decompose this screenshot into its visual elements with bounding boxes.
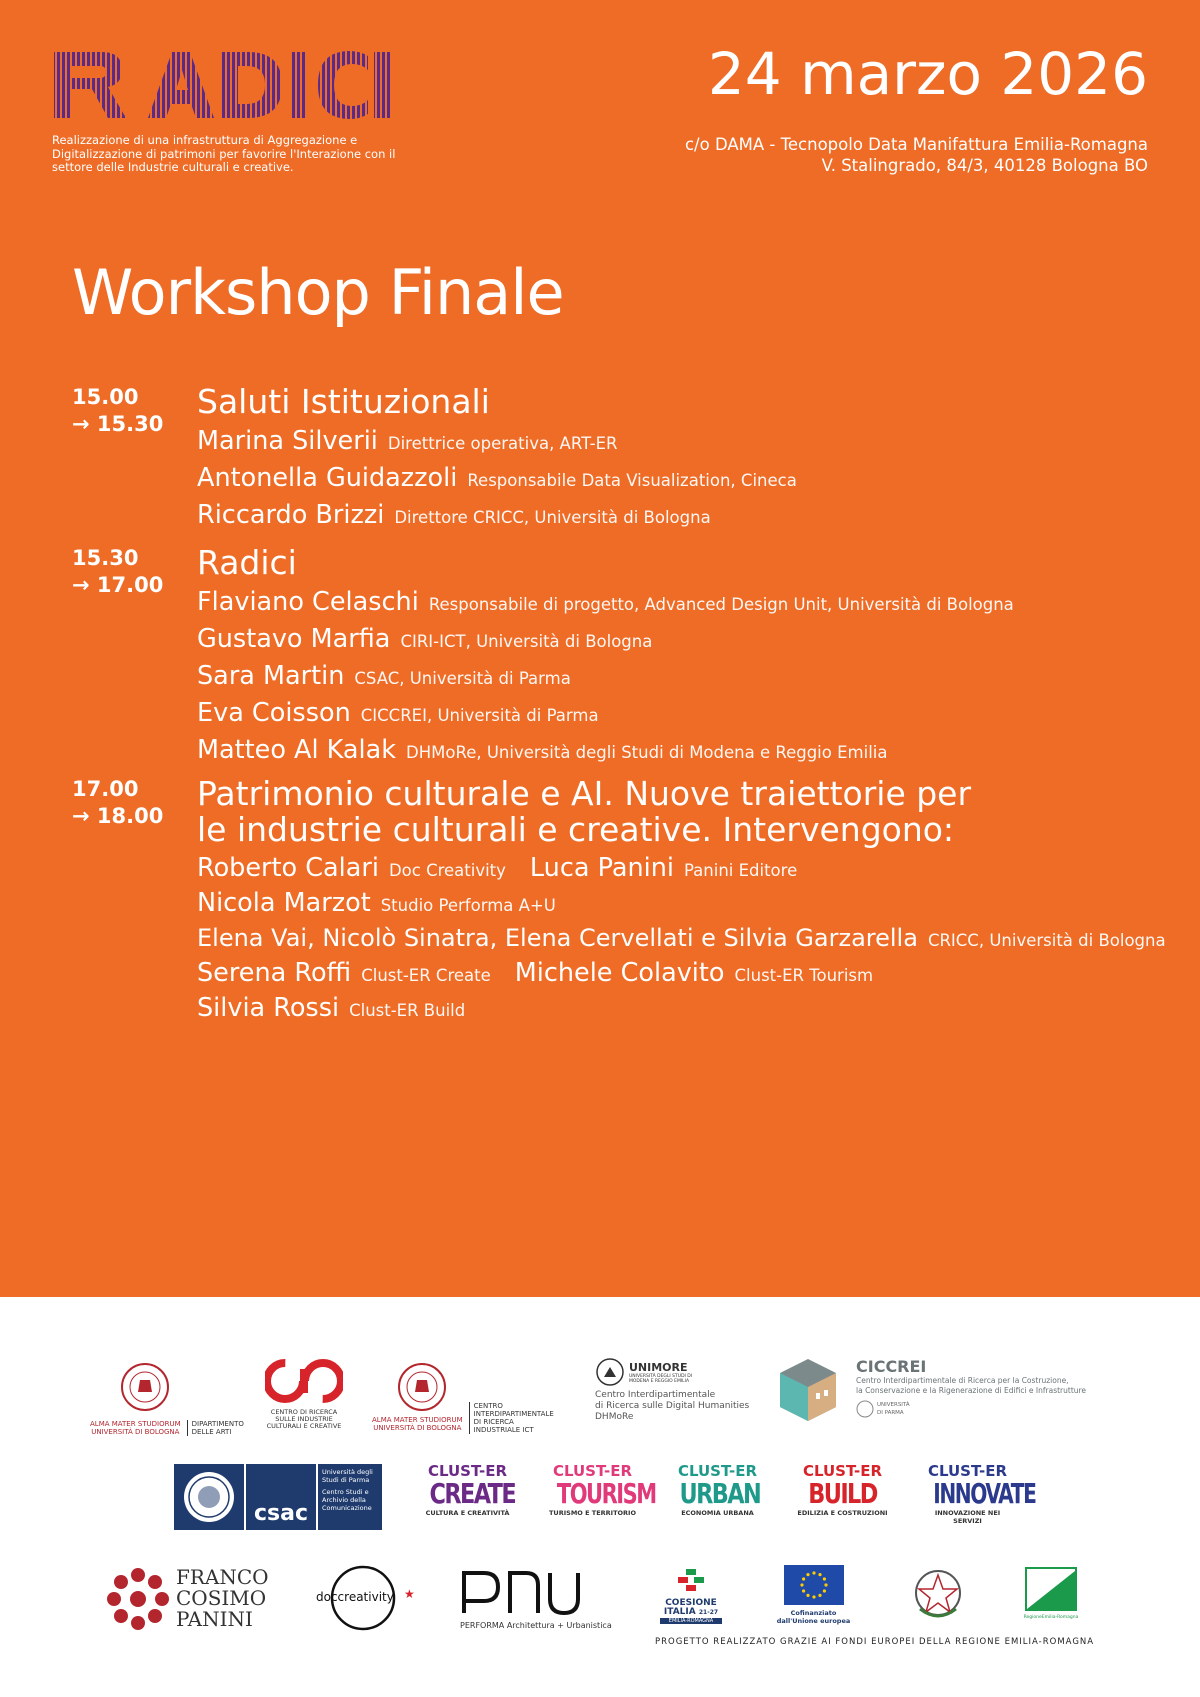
unibo-seal-icon [120,1362,170,1412]
speaker-role: Direttore CRICC, Università di Bologna [394,508,711,527]
cluster-top: CLUST-ER [802,1462,883,1480]
page-title: Workshop Finale [72,256,564,329]
unibo-name-2: UNIVERSITÀ DI BOLOGNA [373,1424,462,1432]
coesione-line-3: 21-27 [698,1609,719,1616]
logo-csac [174,1464,384,1530]
eu-line-2: dall'Unione europea [776,1617,851,1625]
speaker-name: Nicola Marzot [197,888,371,918]
speaker-name: Michele Colavito [514,958,725,988]
speaker-role: Responsabile Data Visualization, Cineca [467,471,797,490]
cluster-top: CLUST-ER [427,1462,508,1480]
cluster-top: CLUST-ER [927,1462,1008,1480]
cluster-sub: TURISMO E TERRITORIO [549,1509,636,1517]
speaker-name: Riccardo Brizzi [197,500,385,530]
speaker-row [197,887,1157,922]
italian-emblem-icon [910,1565,966,1627]
speaker-row [197,498,1157,535]
venue-line-1: c/o DAMA - Tecnopolo Data Manifattura Emilia-Romagna [684,135,1148,154]
speaker-name: Gustavo Marfia [197,624,391,654]
logo-cricc [262,1359,346,1430]
session-title: Radici [197,543,297,582]
time-end: → 17.00 [72,573,164,597]
coesione-line-4: EMILIA-ROMAGNA [660,1618,722,1624]
session-title-line-2: le industrie culturali e creative. Intervengono: [197,810,955,849]
eu-line-1: Cofinanziato [790,1609,837,1617]
fcp-rosette-icon [104,1565,172,1633]
logo-doc-creativity [316,1565,416,1631]
session-time [72,384,182,438]
speaker-role: Clust-ER Build [349,1001,466,1020]
dhmore-line-2: di Ricerca sulle Digital Humanities [595,1401,750,1411]
eu-flag-icon [784,1565,844,1605]
time-end: → 15.30 [72,412,164,436]
regione-label: RegioneEmilia-Romagna [1023,1615,1079,1620]
speaker-name: Sara Martin [197,661,345,691]
logo-clust-er-create [420,1463,515,1517]
speaker-name: Antonella Guidazzoli [197,463,458,493]
cluster-sub: ECONOMIA URBANA [681,1509,754,1517]
cricc-icon [265,1359,343,1403]
csac-label: csac [246,1464,316,1530]
dhmore-line-1: Centro Interdipartimentale [595,1390,716,1400]
logo-repubblica-italiana [910,1565,966,1631]
speaker-role: DHMoRe, Università degli Studi di Modena e Reggio Emilia [406,743,888,762]
unimore-name: UNIMORE [629,1360,688,1374]
speaker-role: CRICC, Università di Bologna [927,931,1166,950]
fcp-line-2: COSIMO [176,1586,267,1610]
ciccrei-desc-2: la Conservazione e la Rigenerazione di Edifici e Infrastrutture [856,1386,1087,1395]
speaker-name: Flaviano Celaschi [197,587,419,617]
cluster-sub: EDILIZIA E COSTRUZIONI [797,1509,888,1517]
speaker-row [197,585,1157,622]
speaker-role: CICCREI, Università di Parma [360,706,599,725]
logo-coesione-italia [660,1565,722,1624]
session-time [72,776,182,830]
speaker-role: Direttrice operativa, ART-ER [387,434,618,453]
funding-caption: PROGETTO REALIZZATO GRAZIE AI FONDI EUROPEI DELLA REGIONE EMILIA-ROMAGNA [655,1637,1095,1647]
unipr-seal-icon [856,1400,874,1418]
speaker-row [197,922,1166,957]
time-start: 15.00 [72,385,139,409]
speaker-role: Responsabile di progetto, Advanced Design Unit, Università di Bologna [428,595,1014,614]
performa-mark-icon [460,1567,600,1617]
coesione-line-2: ITALIA [663,1607,696,1617]
speaker-row [197,992,1157,1027]
speaker-name: Luca Panini [529,853,674,883]
logo-eu [776,1565,851,1625]
unibo-name-1: ALMA MATER STUDIORUM [90,1420,181,1428]
speaker-row [197,659,1157,696]
doc-creativity-label: doccreativity [316,1590,394,1604]
radici-logo [52,48,392,120]
logo-clust-er-build [795,1463,890,1517]
ciccrei-name: CICCREI [856,1357,927,1376]
logo-clust-er-innovate [920,1462,1036,1525]
fcp-line-3: PANINI [176,1607,253,1631]
unibo-name-1: ALMA MATER STUDIORUM [372,1416,463,1424]
ciccrei-desc-1: Centro Interdipartimentale di Ricerca per la Costruzione, [856,1376,1069,1385]
unibo-name-2: UNIVERSITÀ DI BOLOGNA [91,1428,180,1436]
radici-logo-mark [52,48,392,120]
speaker-row [197,957,1157,992]
speaker-role: Doc Creativity [388,861,506,880]
session-content [197,384,1157,535]
logo-performa [460,1567,610,1630]
unibo-dept-arti: DIPARTIMENTO DELLE ARTI [187,1420,244,1436]
cluster-name: INNOVATE [933,1477,1036,1510]
speaker-role: Clust-ER Create [361,966,491,985]
logo-clust-er-tourism [545,1462,656,1517]
speaker-row [197,424,1157,461]
coesione-icon [672,1565,710,1595]
speaker-row [197,852,1157,887]
session-title: Saluti Istituzionali [197,382,490,421]
unipr-small-label: UNIVERSITÀ DI PARMA [877,1402,910,1416]
cluster-top: CLUST-ER [552,1462,633,1480]
speaker-row [197,733,1157,770]
logo-unibo-ict [372,1362,567,1434]
venue-line-2: V. Stalingrado, 84/3, 40128 Bologna BO [821,156,1148,175]
time-start: 17.00 [72,777,139,801]
cluster-name: BUILD [808,1477,877,1510]
logo-regione-emilia-romagna [1022,1567,1080,1620]
cluster-name: CREATE [429,1477,516,1510]
csac-description: Centro Studi e Archivio della Comunicazione [322,1488,372,1512]
session-title-line-1: Patrimonio culturale e AI. Nuove traiettorie per [197,774,972,813]
unipr-seal-icon [182,1470,236,1524]
speaker-name: Serena Roffi [197,958,352,988]
speaker-role: Clust-ER Tourism [734,966,874,985]
logo-unimore-dhmore [595,1357,755,1423]
session-content [197,545,1157,770]
logo-franco-cosimo-panini [104,1565,279,1633]
logo-clust-er-urban [670,1463,765,1517]
speaker-role: CIRI-ICT, Università di Bologna [400,632,653,651]
speaker-name: Silvia Rossi [197,993,340,1023]
time-start: 15.30 [72,546,139,570]
speaker-role: Studio Performa A+U [380,896,556,915]
session-time [72,545,182,599]
session-content [197,774,1166,1027]
speaker-row [197,622,1157,659]
unibo-dept-ict: CENTRO INTERDIPARTIMENTALE DI RICERCA INDUSTRIALE ICT [469,1402,554,1434]
time-end: → 18.00 [72,804,164,828]
speaker-role: CSAC, Università di Parma [354,669,571,688]
speaker-row [197,696,1157,733]
cluster-sub: CULTURA E CREATIVITÀ [425,1509,510,1517]
unimore-seal-icon [595,1357,625,1387]
regione-icon [1025,1567,1077,1611]
coesione-line-1: COESIONE [665,1598,717,1608]
fcp-line-1: FRANCO [176,1565,269,1589]
csac-university: Università degli Studi di Parma [322,1468,373,1484]
speaker-row [197,461,1157,498]
cricc-label: CENTRO DI RICERCA SULLE INDUSTRIE CULTURALI E CREATIVE [266,1408,342,1430]
unibo-seal-icon [397,1362,447,1412]
speaker-name: Roberto Calari [197,853,379,883]
ciccrei-cube-icon [778,1357,838,1423]
logo-unibo-arti [90,1362,255,1436]
project-tagline: Realizzazione di una infrastruttura di Aggregazione e Digitalizzazione di patrimoni per favorire l'Interazione con il settore delle Industrie culturali e creative. [52,133,396,174]
cluster-name: URBAN [679,1477,761,1510]
speaker-name: Elena Vai, Nicolò Sinatra, Elena Cervellati e Silvia Garzarella [197,924,918,952]
cluster-name: TOURISM [556,1477,656,1510]
event-date: 24 marzo 2026 [707,40,1148,108]
speaker-name: Eva Coisson [197,698,351,728]
event-venue [685,134,1148,176]
performa-label: PERFORMA Architettura + Urbanistica [460,1621,612,1630]
speaker-role: Panini Editore [683,861,798,880]
star-icon: ★ [404,1587,415,1601]
unimore-sub: UNIVERSITÀ DEGLI STUDI DI MODENA E REGGIO EMILIA [629,1373,693,1384]
dhmore-line-3: DHMoRe [595,1412,634,1422]
cluster-top: CLUST-ER [677,1462,758,1480]
speaker-name: Matteo Al Kalak [197,735,397,765]
speaker-name: Marina Silverii [197,426,378,456]
cluster-sub: INNOVAZIONE NEI SERVIZI [934,1509,1001,1525]
